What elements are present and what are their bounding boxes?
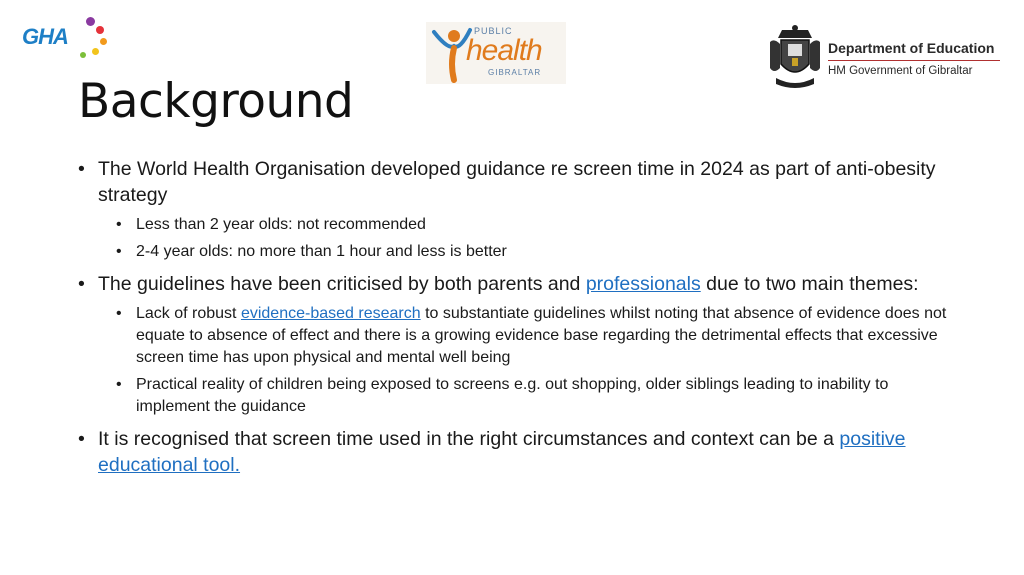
sub-bullet-lack-of-evidence xyxy=(98,303,958,369)
positive-educational-tool-link[interactable]: positive educational tool. xyxy=(98,428,906,476)
sub-bullet-lack-of-evidence-text-end: to substantiate guidelines whilst noting that absence of evidence does not equate to absence of effect and there is a growing evidence base regarding the detrimental effects that excessive screen time has upon physical and mental well being xyxy=(136,305,947,366)
department-of-education-logo xyxy=(766,24,1006,94)
gha-logo-text: GHA xyxy=(22,24,68,49)
gha-logo-dot xyxy=(96,26,104,34)
gha-logo xyxy=(20,14,110,64)
gha-logo-dot xyxy=(92,48,99,55)
gha-logo-dot xyxy=(80,52,86,58)
department-logo-divider xyxy=(828,60,1000,61)
government-name: HM Government of Gibraltar xyxy=(828,65,973,77)
public-health-logo-gibraltar: GIBRALTAR xyxy=(488,68,542,77)
sub-bullet-practical-reality: • Practical reality of children being exposed to screens e.g. out shopping, older siblings leading to inability to implement the guidance xyxy=(98,374,958,418)
slide-title: Background xyxy=(78,74,354,129)
department-name: Department of Education xyxy=(828,40,995,56)
sub-bullets-age-groups xyxy=(78,214,958,263)
bullet-positive-tool xyxy=(78,426,958,478)
sub-bullets-themes xyxy=(78,303,958,418)
bullet-who-guidance: • The World Health Organisation developed guidance re screen time in 2024 as part of anti-obesity strategy xyxy=(78,156,958,208)
sub-bullet-under-2: • Less than 2 year olds: not recommended xyxy=(98,214,958,236)
gha-logo-dot xyxy=(86,17,95,26)
slide-content xyxy=(78,156,958,484)
gibraltar-crest-icon xyxy=(768,24,822,92)
evidence-based-research-link[interactable]: evidence-based research xyxy=(240,305,421,322)
public-health-logo xyxy=(426,22,566,84)
professionals-link[interactable]: professionals xyxy=(585,273,701,295)
bullet-criticism xyxy=(78,271,958,297)
bullet-criticism-text-end: due to two main themes: xyxy=(700,273,919,295)
public-health-logo-public: PUBLIC xyxy=(474,26,513,36)
bullet-criticism-text: The guidelines have been criticised by both parents and xyxy=(98,273,586,295)
gha-logo-dot xyxy=(100,38,107,45)
public-health-logo-health: health xyxy=(466,34,542,67)
bullet-positive-tool-text: It is recognised that screen time used in the right circumstances and context can be a xyxy=(98,428,840,450)
sub-bullet-2-to-4: • 2-4 year olds: no more than 1 hour and less is better xyxy=(98,241,958,263)
sub-bullet-lack-of-evidence-text: Lack of robust xyxy=(136,305,241,322)
